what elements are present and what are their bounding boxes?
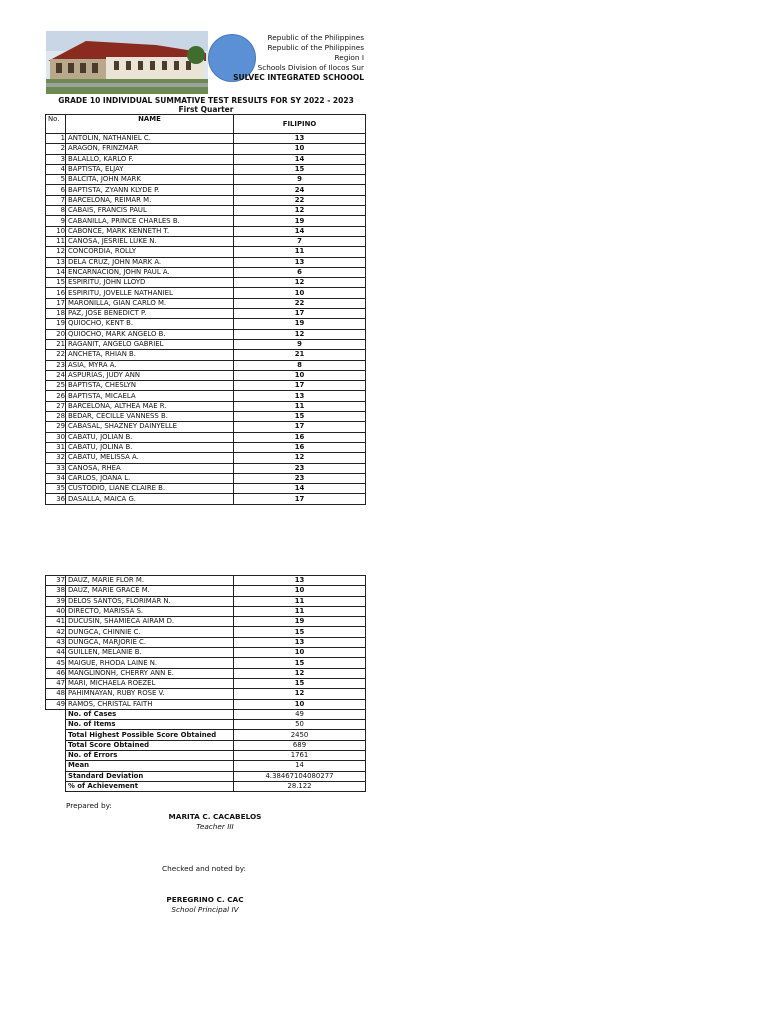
stats-value: 689 [234,740,366,750]
student-name: GUILLEN, MELANIE B. [66,648,234,658]
stats-spacer [46,740,66,750]
student-name: MAIGUE, RHODA LAINE N. [66,658,234,668]
student-number: 28 [46,412,66,422]
student-number: 25 [46,381,66,391]
student-number: 33 [46,463,66,473]
table-row [46,360,366,370]
student-score: 13 [234,576,366,586]
table-row [46,154,366,164]
student-number: 20 [46,329,66,339]
student-number: 15 [46,278,66,288]
table-row [46,236,366,246]
student-name: ASPURIAS, JUDY ANN [66,370,234,380]
table-row [46,473,366,483]
student-number: 18 [46,309,66,319]
student-score: 12 [234,453,366,463]
student-score: 21 [234,350,366,360]
stats-label: % of Achievement [66,781,234,791]
student-score: 13 [234,134,366,144]
student-name: BARCELONA, ALTHEA MAE R. [66,401,234,411]
table-row [46,370,366,380]
table-row [46,247,366,257]
checked-by-title: School Principal IV [171,905,239,914]
student-score: 11 [234,401,366,411]
student-name: ESPIRITU, JOHN LLOYD [66,278,234,288]
stats-label: No. of Cases [66,709,234,719]
stats-label: Mean [66,761,234,771]
stats-value: 14 [234,761,366,771]
table-row [46,309,366,319]
student-score: 24 [234,185,366,195]
report-title: GRADE 10 INDIVIDUAL SUMMATIVE TEST RESULTS FOR SY 2022 - 2023 [58,96,354,105]
student-name: CABAIS, FRANCIS PAUL [66,206,234,216]
table-row [46,412,366,422]
scores-table-page2 [45,575,366,792]
table-row [46,637,366,647]
student-score: 8 [234,360,366,370]
student-name: BEDAR, CECILLE VANNESS B. [66,412,234,422]
stats-row [46,730,366,740]
student-name: PAHIMNAYAN, RUBY ROSE V. [66,689,234,699]
table-row [46,668,366,678]
student-name: QUIOCHO, KENT B. [66,319,234,329]
table-row [46,164,366,174]
student-score: 19 [234,216,366,226]
student-number: 45 [46,658,66,668]
student-score: 17 [234,381,366,391]
student-number: 35 [46,484,66,494]
table-row [46,596,366,606]
table-row [46,689,366,699]
student-number: 44 [46,648,66,658]
student-number: 14 [46,267,66,277]
table-row [46,463,366,473]
student-name: DELOS SANTOS, FLORIMAR N. [66,596,234,606]
student-score: 22 [234,298,366,308]
student-score: 12 [234,689,366,699]
student-name: BAPTISTA, ZYANN KLYDE P. [66,185,234,195]
table-row [46,206,366,216]
prepared-by-name: MARITA C. CACABELOS [168,812,262,821]
student-number: 42 [46,627,66,637]
student-name: BALALLO, KARLO F. [66,154,234,164]
student-score: 10 [234,648,366,658]
student-number: 32 [46,453,66,463]
student-score: 15 [234,412,366,422]
student-number: 17 [46,298,66,308]
stats-value: 2450 [234,730,366,740]
student-score: 15 [234,627,366,637]
student-score: 15 [234,164,366,174]
student-name: MARI, MICHAELA ROEZEL [66,678,234,688]
report-quarter: First Quarter [178,105,234,114]
student-score: 10 [234,370,366,380]
student-score: 23 [234,463,366,473]
student-number: 6 [46,185,66,195]
report-title-block [46,96,366,114]
table-row [46,484,366,494]
student-number: 49 [46,699,66,709]
student-name: CABANILLA, PRINCE CHARLES B. [66,216,234,226]
student-name: CABASAL, SHAZNEY DAINYELLE [66,422,234,432]
student-score: 19 [234,319,366,329]
student-name: DAUZ, MARIE GRACE M. [66,586,234,596]
scores-table-page1 [45,114,366,505]
student-name: CABATU, JOLIAN B. [66,432,234,442]
student-number: 37 [46,576,66,586]
student-number: 27 [46,401,66,411]
student-name: CONCORDIA, ROLLY [66,247,234,257]
student-score: 11 [234,247,366,257]
table-row [46,267,366,277]
table-row [46,606,366,616]
student-name: BALCITA, JOHN MARK [66,175,234,185]
checked-by-label: Checked and noted by: [162,864,246,873]
stats-value: 1761 [234,751,366,761]
student-name: DELA CRUZ, JOHN MARK A. [66,257,234,267]
student-score: 12 [234,329,366,339]
student-score: 14 [234,484,366,494]
student-number: 5 [46,175,66,185]
student-number: 24 [46,370,66,380]
table-row [46,278,366,288]
student-name: QUIOCHO, MARK ANGELO B. [66,329,234,339]
student-name: DASALLA, MAICA G. [66,494,234,504]
student-number: 39 [46,596,66,606]
student-score: 11 [234,606,366,616]
student-number: 47 [46,678,66,688]
student-name: DUNGCA, MARJORIE C. [66,637,234,647]
student-number: 8 [46,206,66,216]
table-row [46,257,366,267]
table-row [46,391,366,401]
student-score: 9 [234,175,366,185]
header-line-republic-2: Republic of the Philippines [267,43,364,52]
student-number: 9 [46,216,66,226]
student-number: 38 [46,586,66,596]
student-number: 2 [46,144,66,154]
student-score: 9 [234,339,366,349]
student-score: 13 [234,391,366,401]
student-number: 41 [46,617,66,627]
student-name: PAZ, JOSE BENEDICT P. [66,309,234,319]
table-row [46,617,366,627]
student-name: ASIA, MYRA A. [66,360,234,370]
student-score: 22 [234,195,366,205]
student-score: 12 [234,668,366,678]
student-number: 1 [46,134,66,144]
student-score: 12 [234,278,366,288]
student-number: 22 [46,350,66,360]
stats-value: 4.38467104080277 [234,771,366,781]
student-score: 12 [234,206,366,216]
student-number: 16 [46,288,66,298]
student-name: CANOSA, JESRIEL LUKE N. [66,236,234,246]
student-name: DAUZ, MARIE FLOR M. [66,576,234,586]
student-number: 11 [46,236,66,246]
student-name: BARCELONA, REIMAR M. [66,195,234,205]
student-number: 13 [46,257,66,267]
stats-label: Total Score Obtained [66,740,234,750]
student-score: 10 [234,144,366,154]
school-building-photo [46,31,208,94]
stats-label: No. of Errors [66,751,234,761]
student-name: DUNGCA, CHINNIE C. [66,627,234,637]
stats-spacer [46,771,66,781]
table-row [46,175,366,185]
student-score: 14 [234,154,366,164]
table-row [46,195,366,205]
table-row [46,216,366,226]
header-line-region: Region I [334,53,364,62]
table-row [46,658,366,668]
student-score: 7 [234,236,366,246]
table-row [46,185,366,195]
student-number: 21 [46,339,66,349]
table-row [46,329,366,339]
student-name: CUSTODIO, LIANE CLAIRE B. [66,484,234,494]
stats-value: 49 [234,709,366,719]
column-header-name: NAME [66,115,234,134]
table-header-row [46,115,366,134]
student-name: CABONCE, MARK KENNETH T. [66,226,234,236]
stats-row [46,709,366,719]
stats-row [46,720,366,730]
student-score: 14 [234,226,366,236]
table-row [46,699,366,709]
stats-value: 28.122 [234,781,366,791]
header-line-division: Schools Division of Ilocos Sur [257,63,364,72]
table-row [46,319,366,329]
student-number: 7 [46,195,66,205]
student-number: 30 [46,432,66,442]
table-row [46,288,366,298]
table-row [46,576,366,586]
student-name: ENCARNACION, JOHN PAUL A. [66,267,234,277]
student-name: DIRECTO, MARISSA S. [66,606,234,616]
stats-label: Total Highest Possible Score Obtained [66,730,234,740]
table-row [46,586,366,596]
student-number: 36 [46,494,66,504]
student-name: ANCHETA, RHIAN B. [66,350,234,360]
student-score: 13 [234,257,366,267]
table-row [46,648,366,658]
student-number: 4 [46,164,66,174]
prepared-by-label: Prepared by: [66,801,112,810]
table-row [46,494,366,504]
student-number: 12 [46,247,66,257]
table-row [46,298,366,308]
student-number: 31 [46,442,66,452]
student-score: 10 [234,288,366,298]
stats-label: Standard Deviation [66,771,234,781]
student-name: CABATU, MELISSA A. [66,453,234,463]
stats-spacer [46,781,66,791]
student-name: RAMOS, CHRISTAL FAITH [66,699,234,709]
stats-label: No. of Items [66,720,234,730]
stats-row [46,740,366,750]
student-name: BAPTISTA, ELJAY [66,164,234,174]
table-row [46,453,366,463]
student-name: MANGLINONH, CHERRY ANN E. [66,668,234,678]
student-number: 19 [46,319,66,329]
student-score: 15 [234,678,366,688]
stats-row [46,751,366,761]
student-number: 23 [46,360,66,370]
student-name: CABATU, JOLINA B. [66,442,234,452]
student-score: 16 [234,432,366,442]
student-score: 11 [234,596,366,606]
student-number: 3 [46,154,66,164]
stats-spacer [46,720,66,730]
table-row [46,339,366,349]
stats-spacer [46,709,66,719]
student-name: CANOSA, RHEA [66,463,234,473]
student-number: 43 [46,637,66,647]
column-header-no: No. [46,115,66,134]
header-line-republic: Republic of the Philippines [267,33,364,42]
student-name: BAPTISTA, CHESLYN [66,381,234,391]
student-name: DUCUSIN, SHAMIECA AIRAM D. [66,617,234,627]
stats-spacer [46,751,66,761]
student-number: 26 [46,391,66,401]
student-score: 17 [234,309,366,319]
stats-spacer [46,730,66,740]
student-name: ARAGON, FRINZMAR [66,144,234,154]
stats-spacer [46,761,66,771]
table-row [46,442,366,452]
table-row [46,627,366,637]
student-number: 40 [46,606,66,616]
student-number: 46 [46,668,66,678]
student-score: 15 [234,658,366,668]
table-row [46,226,366,236]
student-number: 34 [46,473,66,483]
student-score: 6 [234,267,366,277]
table-row [46,401,366,411]
table-row [46,432,366,442]
student-number: 29 [46,422,66,432]
student-name: BAPTISTA, MICAELA [66,391,234,401]
student-score: 23 [234,473,366,483]
student-score: 17 [234,422,366,432]
student-score: 10 [234,586,366,596]
student-name: RAGANIT, ANGELO GABRIEL [66,339,234,349]
student-score: 13 [234,637,366,647]
student-score: 19 [234,617,366,627]
student-score: 17 [234,494,366,504]
table-row [46,381,366,391]
student-name: MARONILLA, GIAN CARLO M. [66,298,234,308]
student-score: 16 [234,442,366,452]
table-row [46,144,366,154]
stats-row [46,771,366,781]
student-score: 10 [234,699,366,709]
stats-value: 50 [234,720,366,730]
checked-by-name: PEREGRINO C. CAC [166,895,244,904]
table-row [46,134,366,144]
student-number: 10 [46,226,66,236]
student-number: 48 [46,689,66,699]
student-name: CARLOS, JOANA L. [66,473,234,483]
column-header-subject: FILIPINO [234,115,366,134]
table-row [46,422,366,432]
table-row [46,678,366,688]
prepared-by-title: Teacher III [196,822,234,831]
table-row [46,350,366,360]
student-name: ESPIRITU, JOVELLE NATHANIEL [66,288,234,298]
student-name: ANTOLIN, NATHANIEL C. [66,134,234,144]
stats-row [46,781,366,791]
letterhead [226,33,364,83]
school-name: SULVEC INTEGRATED SCHOOOL [233,73,364,82]
stats-row [46,761,366,771]
